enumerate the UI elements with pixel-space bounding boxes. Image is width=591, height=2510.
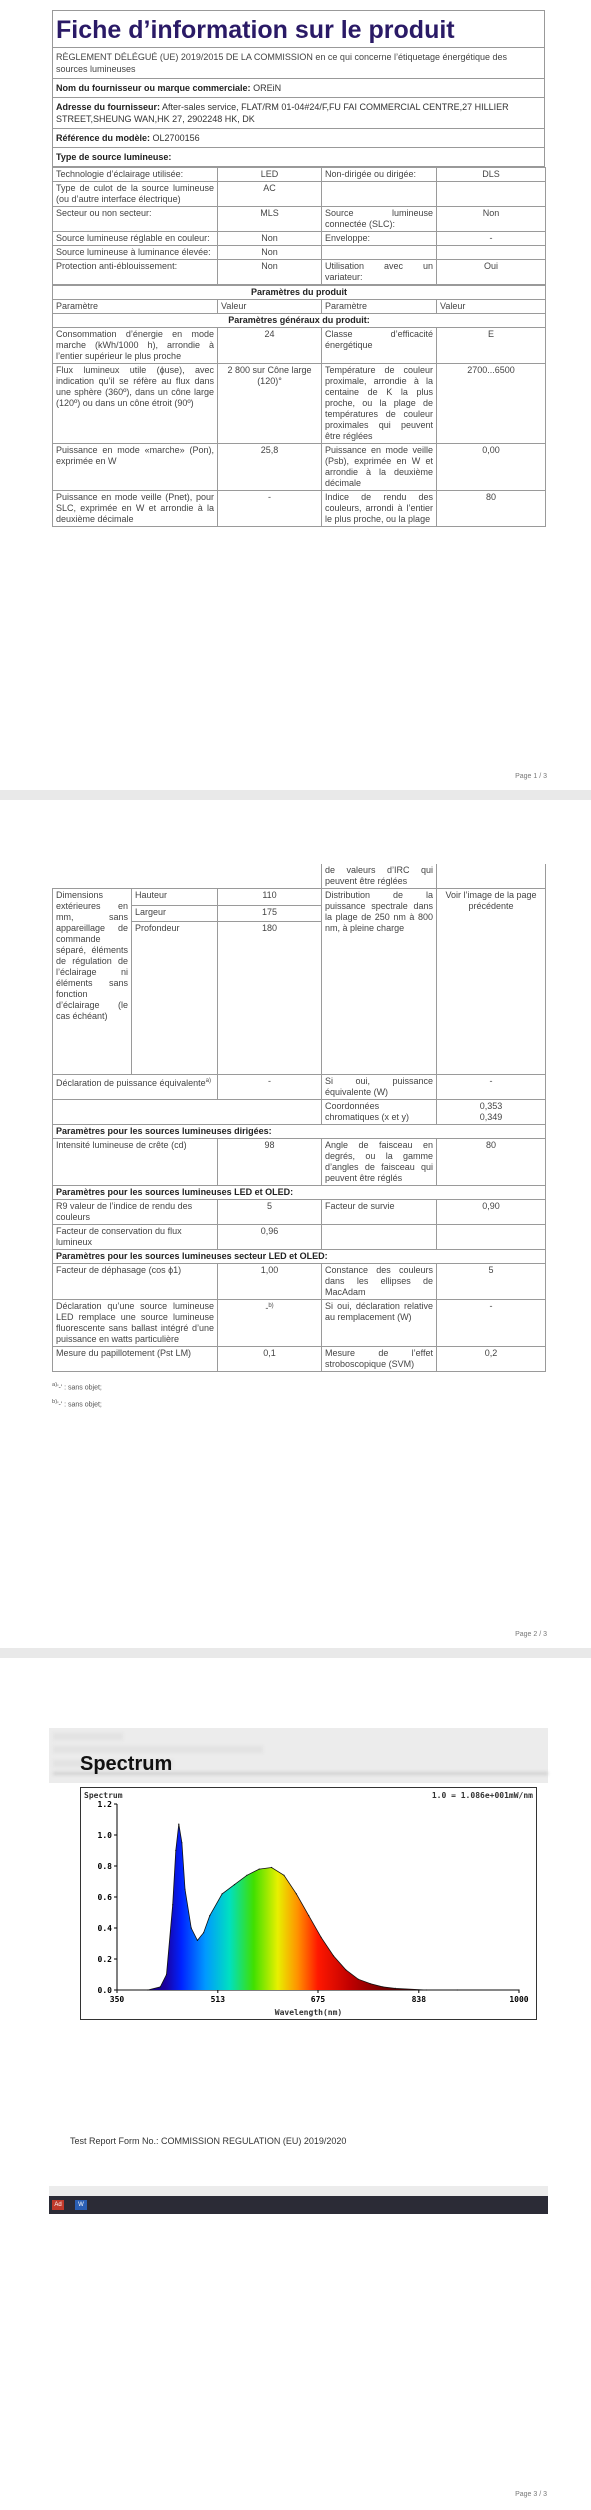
dim-height-label: Hauteur xyxy=(132,889,218,906)
page-1 xyxy=(0,0,591,790)
equiv-value: - xyxy=(218,1075,322,1100)
general-value: 0,00 xyxy=(437,444,546,491)
chroma-value: 0,353 0,349 xyxy=(437,1100,546,1125)
browser-bar xyxy=(49,2186,548,2196)
taskbar-app-word[interactable]: W xyxy=(75,2200,87,2210)
type-label: Source lumineuse connectée (SLC): xyxy=(322,207,437,232)
spectrum-point xyxy=(426,1989,427,1990)
type-label: Source lumineuse réglable en couleur: xyxy=(53,232,218,246)
type-row xyxy=(53,232,546,246)
type-label: Protection anti-éblouissement: xyxy=(53,260,218,285)
dim-width-label: Largeur xyxy=(132,905,218,922)
type-value xyxy=(437,182,546,207)
type-label: Technologie d’éclairage utilisée: xyxy=(53,168,218,182)
type-label: Secteur ou non secteur: xyxy=(53,207,218,232)
spectrum-point xyxy=(382,1986,383,1987)
irc-continued: de valeurs d’IRC qui peuvent être réglées xyxy=(322,864,437,889)
supplier-address-label: Adresse du fournisseur: xyxy=(56,102,161,112)
general-label: Classe d’efficacité énergétique xyxy=(322,328,437,364)
mains-title: Paramètres pour les sources lumineuses secteur LED et OLED: xyxy=(53,1250,546,1264)
spectrum-point xyxy=(358,1979,359,1980)
page-number: Page 3 / 3 xyxy=(515,2491,547,2498)
spectrum-point xyxy=(234,1884,235,1885)
spectrum-point xyxy=(457,1989,458,1990)
col-param: Paramètre xyxy=(53,300,218,314)
y-tick-label: 0.2 xyxy=(97,1955,112,1964)
col-value: Valeur xyxy=(437,300,546,314)
general-value: 2700...6500 xyxy=(437,364,546,444)
type-row xyxy=(53,168,546,182)
svm-label: Mesure de l’effet stroboscopique (SVM) xyxy=(322,1347,437,1372)
x-axis-label: Wavelength(nm) xyxy=(274,2008,343,2017)
spectrum-point xyxy=(283,1875,284,1876)
general-value: 24 xyxy=(218,328,322,364)
maint-value: 0,96 xyxy=(218,1225,322,1250)
supplier-name-value: OREiN xyxy=(253,83,282,93)
peak-label: Intensité lumineuse de crête (cd) xyxy=(53,1139,218,1186)
spectrum-point xyxy=(197,1940,198,1941)
spd-label: Distribution de la puissance spectrale dans la plage de 250 nm à 800 nm, à pleine charge xyxy=(322,889,437,1075)
y-tick-label: 0.4 xyxy=(97,1924,112,1933)
product-sheet-continued xyxy=(52,864,545,1413)
type-row xyxy=(53,182,546,207)
spectrum-point xyxy=(160,1986,161,1987)
params-table xyxy=(52,285,546,527)
spectrum-point xyxy=(172,1904,173,1905)
type-label: Type de culot de la source lumineuse (ou d’autre interface électrique) xyxy=(53,182,218,207)
equiv-w-label: Si oui, puissance équivalente (W) xyxy=(322,1075,437,1100)
dim-depth-label: Profondeur xyxy=(132,922,218,1075)
general-title: Paramètres généraux du produit: xyxy=(53,314,546,328)
r9-value: 5 xyxy=(218,1200,322,1225)
spectrum-point xyxy=(259,1869,260,1870)
y-tick-label: 1.2 xyxy=(97,1800,112,1809)
spectrum-point xyxy=(246,1875,247,1876)
maint-label: Facteur de conservation du flux lumineux xyxy=(53,1225,218,1250)
type-label: Enveloppe: xyxy=(322,232,437,246)
type-value: LED xyxy=(218,168,322,182)
col-value: Valeur xyxy=(218,300,322,314)
macadam-label: Constance des couleurs dans les ellipses de MacAdam xyxy=(322,1264,437,1300)
general-value: - xyxy=(218,491,322,527)
equiv-label: Déclaration de puissance équivalente$^{a)}$ xyxy=(53,1075,218,1100)
y-tick-label: 0.6 xyxy=(97,1893,112,1902)
y-tick-label: 1.0 xyxy=(97,1831,112,1840)
general-row xyxy=(53,364,546,444)
spectrum-svg xyxy=(81,1788,536,2019)
page-number: Page 2 / 3 xyxy=(515,1631,547,1638)
svm-value: 0,2 xyxy=(437,1347,546,1372)
supplier-address-row xyxy=(53,98,544,129)
spectrum-point xyxy=(209,1915,210,1916)
macadam-value: 5 xyxy=(437,1264,546,1300)
spectrum-area xyxy=(117,1824,519,1990)
type-value: - xyxy=(437,232,546,246)
pf-label: Facteur de déphasage (cos ϕ1) xyxy=(53,1264,218,1300)
general-value: E xyxy=(437,328,546,364)
dim-width-value: 175 xyxy=(218,905,322,922)
spectrum-point xyxy=(181,1842,182,1843)
general-label: Puissance en mode veille (Pnet), pour SLC, exprimée en W et arrondie à la deuxième décimale xyxy=(53,491,218,527)
model-ref-row xyxy=(53,129,544,148)
led-title: Paramètres pour les sources lumineuses LED et OLED: xyxy=(53,1186,546,1200)
general-value: 2 800 sur Cône large (120)° xyxy=(218,364,322,444)
beam-label: Angle de faisceau en degrés, ou la gamme d’angles de faisceau qui peuvent être réglés xyxy=(322,1139,437,1186)
x-tick-label: 350 xyxy=(109,1995,125,2004)
page-2 xyxy=(0,800,591,1648)
spectrum-point xyxy=(116,1989,117,1990)
footnote-b: $^{b)}$'-' : sans objet; xyxy=(52,1399,102,1409)
general-label: Température de couleur proximale, arrondie à la centaine de K la plus proche, ou la plage de températures de couleur proximales qui peuvent être réglées xyxy=(322,364,437,444)
type-value: Oui xyxy=(437,260,546,285)
general-label: Puissance en mode veille (Psb), exprimée en W et arrondie à la deuxième décimale xyxy=(322,444,437,491)
spectrum-chart xyxy=(80,1787,537,2020)
type-value: Non xyxy=(218,232,322,246)
page-3 xyxy=(0,1658,591,2510)
type-value xyxy=(437,246,546,260)
type-label xyxy=(322,182,437,207)
type-label: Non-dirigée ou dirigée: xyxy=(322,168,437,182)
spectrum-point xyxy=(333,1955,334,1956)
general-value: 80 xyxy=(437,491,546,527)
spectrum-point xyxy=(178,1824,179,1825)
general-row xyxy=(53,444,546,491)
x-tick-label: 675 xyxy=(310,1995,326,2004)
type-label: Utilisation avec un variateur: xyxy=(322,260,437,285)
replace-label: Déclaration qu’une source lumineuse LED remplace une source lumineuse fluorescente sans ballast intégré d’une puissance en watts particulière xyxy=(53,1300,218,1347)
flicker-value: 0,1 xyxy=(218,1347,322,1372)
spectrum-point xyxy=(222,1893,223,1894)
taskbar xyxy=(49,2196,548,2214)
spectrum-point xyxy=(166,1974,167,1975)
y-tick-label: 0.0 xyxy=(97,1986,112,1995)
model-ref-label: Référence du modèle: xyxy=(56,133,151,143)
type-row xyxy=(53,260,546,285)
dims-label: Dimensions extérieures en mm, sans appareillage de commande séparé, éléments de régulation de l’éclairage ni éléments sans fonction d’éclairage (le cas échéant) xyxy=(53,889,132,1075)
type-value: Non xyxy=(437,207,546,232)
general-label: Indice de rendu des couleurs, arrondi à l’entier le plus proche, ou la plage xyxy=(322,491,437,527)
type-label xyxy=(322,246,437,260)
chroma-label: Coordonnées chromatiques (x et y) xyxy=(322,1100,437,1125)
surv-value: 0,90 xyxy=(437,1200,546,1225)
product-sheet xyxy=(52,10,545,527)
type-value: DLS xyxy=(437,168,546,182)
spd-value: Voir l’image de la page précédente xyxy=(437,889,546,1075)
general-value: 25,8 xyxy=(218,444,322,491)
dim-depth-value: 180 xyxy=(218,922,322,1075)
spectrum-point xyxy=(345,1969,346,1970)
replace-value: -$^{b)}$ xyxy=(218,1300,322,1347)
taskbar-app-pdf[interactable]: Ad xyxy=(52,2200,64,2210)
dir-title: Paramètres pour les sources lumineuses dirigées: xyxy=(53,1125,546,1139)
spectrum-point xyxy=(321,1937,322,1938)
dim-height-value: 110 xyxy=(218,889,322,906)
footnote-a: $^{a)}$'-' : sans objet; xyxy=(52,1382,102,1392)
section-type-header: Type de source lumineuse: xyxy=(56,152,172,162)
spectrum-point xyxy=(395,1988,396,1989)
page-title: Fiche d’information sur le produit xyxy=(53,11,544,48)
supplier-name-label: Nom du fournisseur ou marque commerciale: xyxy=(56,83,251,93)
report-form: Test Report Form No.: COMMISSION REGULATION (EU) 2019/2020 xyxy=(70,2136,347,2146)
spectrum-point xyxy=(271,1867,272,1868)
type-label: Source lumineuse à luminance élevée: xyxy=(53,246,218,260)
general-label: Consommation d’énergie en mode marche (kWh/1000 h), arrondie à l’entier supérieur le plus proche xyxy=(53,328,218,364)
page-number: Page 1 / 3 xyxy=(515,773,547,780)
type-value: Non xyxy=(218,260,322,285)
type-row xyxy=(53,246,546,260)
general-row xyxy=(53,491,546,527)
type-table xyxy=(52,167,546,285)
spectrum-point xyxy=(191,1927,192,1928)
type-value: MLS xyxy=(218,207,322,232)
chart-scale-label: 1.0 = 1.086e+001mW/nm xyxy=(431,1791,533,1800)
x-tick-label: 513 xyxy=(210,1995,226,2004)
spectrum-point xyxy=(184,1889,185,1890)
supplier-name-row xyxy=(53,79,544,98)
params-title: Paramètres du produit xyxy=(53,286,546,300)
spectrum-point xyxy=(518,1989,519,1990)
flicker-label: Mesure du papillotement (Pst LM) xyxy=(53,1347,218,1372)
footnotes xyxy=(52,1378,545,1413)
spectrum-point xyxy=(175,1850,176,1851)
type-value: Non xyxy=(218,246,322,260)
col-param: Paramètre xyxy=(322,300,437,314)
spectrum-point xyxy=(370,1983,371,1984)
y-tick-label: 0.8 xyxy=(97,1862,112,1871)
general-label: Puissance en mode «marche» (Pon), exprimée en W xyxy=(53,444,218,491)
spectrum-point xyxy=(308,1915,309,1916)
general-row xyxy=(53,328,546,364)
params-table-continued xyxy=(52,864,546,1372)
surv-label: Facteur de survie xyxy=(322,1200,437,1225)
beam-value: 80 xyxy=(437,1139,546,1186)
spectrum-point xyxy=(296,1893,297,1894)
type-row xyxy=(53,207,546,232)
replace-w-value: - xyxy=(437,1300,546,1347)
x-tick-label: 838 xyxy=(411,1995,427,2004)
pf-value: 1,00 xyxy=(218,1264,322,1300)
x-tick-label: 1000 xyxy=(509,1995,529,2004)
replace-w-label: Si oui, déclaration relative au remplacement (W) xyxy=(322,1300,437,1347)
supplier-address-value: After-sales service, FLAT/RM 01-04#24/F,FU FAI COMMERCIAL CENTRE,27 HILLIER STREET,SHEUNG WAN,HK 27, 2902248 HK, DK xyxy=(56,102,509,124)
type-value: AC xyxy=(218,182,322,207)
chart-graph-label: Spectrum xyxy=(84,1791,123,1800)
regulation-text: RÈGLEMENT DÉLÉGUÉ (UE) 2019/2015 DE LA COMMISSION en ce qui concerne l’étiquetage énergétique des sources lumineuses xyxy=(53,48,544,79)
peak-value: 98 xyxy=(218,1139,322,1186)
general-label: Flux lumineux utile (ϕuse), avec indication qu’il se réfère au flux dans une sphère (360º), dans un cône large (120º) ou dans un cône étroit (90º) xyxy=(53,364,218,444)
spectrum-heading: Spectrum xyxy=(80,1753,173,1775)
model-ref-value: OL2700156 xyxy=(152,133,200,143)
r9-label: R9 valeur de l’indice de rendu des couleurs xyxy=(53,1200,218,1225)
spectrum-point xyxy=(203,1932,204,1933)
spectrum-point xyxy=(147,1989,148,1990)
equiv-w-value: - xyxy=(437,1075,546,1100)
